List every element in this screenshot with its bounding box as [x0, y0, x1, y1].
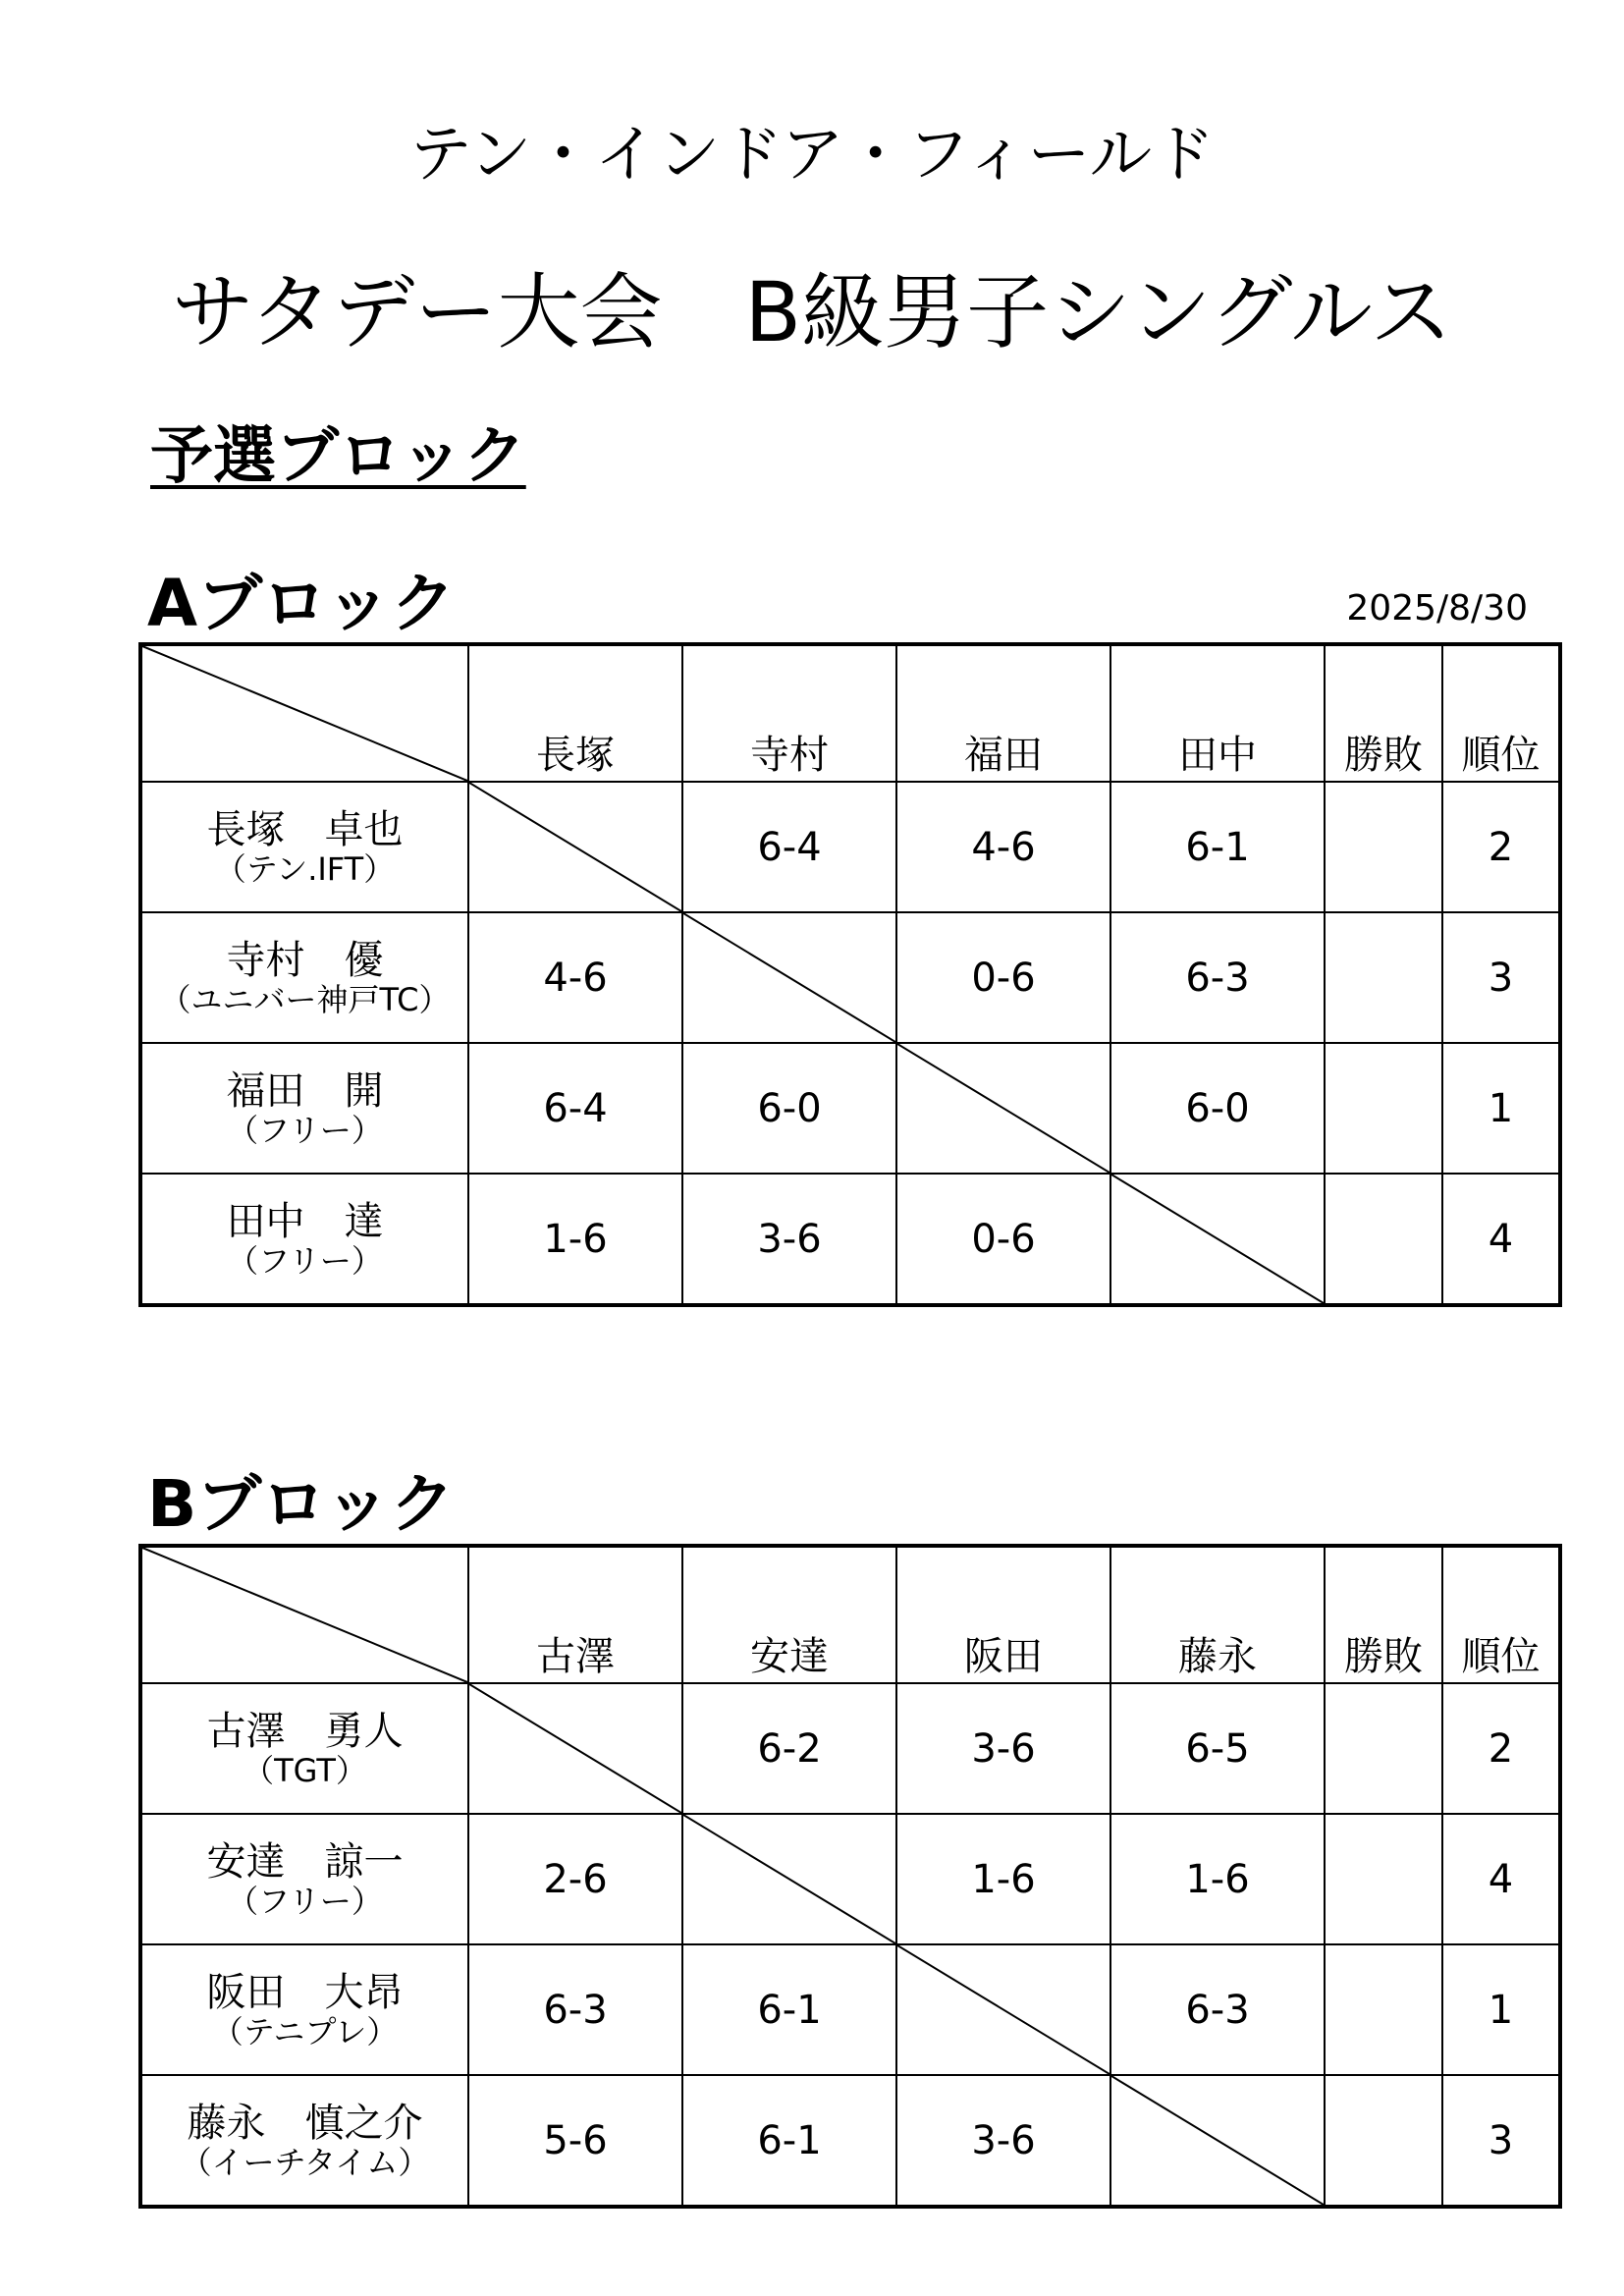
- column-header-rank: 順位: [1442, 644, 1560, 782]
- player-name: 田中 達: [226, 1198, 384, 1244]
- player-name: 福田 開: [226, 1067, 384, 1114]
- self-match-cell: [896, 1043, 1110, 1174]
- table-row: [140, 782, 1560, 912]
- column-header-opponent: 古澤: [468, 1546, 682, 1683]
- player-name: 阪田 大昂: [206, 1969, 404, 2015]
- block-a-results-table: [138, 642, 1562, 1307]
- match-score: 0-6: [896, 912, 1110, 1043]
- match-score: 1-6: [896, 1814, 1110, 1944]
- player-cell: [140, 1944, 468, 2075]
- block-b-title: Bブロック: [147, 1466, 455, 1542]
- player-cell: [140, 1814, 468, 1944]
- player-name: 安達 諒一: [206, 1838, 404, 1885]
- rank-cell: 1: [1442, 1944, 1560, 2075]
- column-header-opponent: 藤永: [1110, 1546, 1325, 1683]
- player-name: 長塚 卓也: [206, 806, 404, 852]
- record-cell: [1325, 1814, 1442, 1944]
- header-row: [140, 644, 1560, 782]
- player-club: （フリー）: [227, 1241, 383, 1280]
- record-cell: [1325, 1944, 1442, 2075]
- corner-cell: [140, 644, 468, 782]
- player-cell: [140, 2075, 468, 2207]
- venue-name: テン・インドア・フィールド: [408, 119, 1216, 191]
- match-score: 6-3: [1110, 912, 1325, 1043]
- match-score: 6-0: [682, 1043, 896, 1174]
- rank-cell: 2: [1442, 1683, 1560, 1814]
- record-cell: [1325, 1683, 1442, 1814]
- match-score: 6-4: [468, 1043, 682, 1174]
- self-match-cell: [682, 912, 896, 1043]
- match-score: 6-1: [682, 2075, 896, 2207]
- player-name: 寺村 優: [226, 937, 384, 983]
- player-club: （イーチタイム）: [180, 2143, 430, 2181]
- column-header-rank: 順位: [1442, 1546, 1560, 1683]
- match-score: 2-6: [468, 1814, 682, 1944]
- match-score: 1-6: [468, 1174, 682, 1305]
- self-match-cell: [896, 1944, 1110, 2075]
- rank-cell: 3: [1442, 912, 1560, 1043]
- match-score: 4-6: [468, 912, 682, 1043]
- column-header-opponent: 福田: [896, 644, 1110, 782]
- match-score: 6-1: [682, 1944, 896, 2075]
- player-cell: [140, 912, 468, 1043]
- table-row: [140, 1043, 1560, 1174]
- player-cell: [140, 1683, 468, 1814]
- self-match-cell: [682, 1814, 896, 1944]
- record-cell: [1325, 782, 1442, 912]
- match-score: 1-6: [1110, 1814, 1325, 1944]
- column-header-record: 勝敗: [1325, 1546, 1442, 1683]
- header-row: [140, 1546, 1560, 1683]
- self-match-cell: [468, 1683, 682, 1814]
- rank-cell: 4: [1442, 1814, 1560, 1944]
- table-row: [140, 1683, 1560, 1814]
- player-club: （テン.IFT）: [214, 849, 396, 888]
- player-club: （TGT）: [243, 1751, 367, 1789]
- table-row: [140, 912, 1560, 1043]
- rank-cell: 2: [1442, 782, 1560, 912]
- match-score: 3-6: [896, 1683, 1110, 1814]
- match-score: 5-6: [468, 2075, 682, 2207]
- column-header-opponent: 長塚: [468, 644, 682, 782]
- match-score: 6-4: [682, 782, 896, 912]
- match-score: 6-3: [1110, 1944, 1325, 2075]
- match-score: 3-6: [682, 1174, 896, 1305]
- match-score: 0-6: [896, 1174, 1110, 1305]
- column-header-opponent: 安達: [682, 1546, 896, 1683]
- section-heading: 予選ブロック: [150, 420, 526, 493]
- match-score: 6-0: [1110, 1043, 1325, 1174]
- event-date: 2025/8/30: [1346, 588, 1528, 629]
- player-club: （ユニバー神戸TC）: [159, 980, 451, 1018]
- player-name: 古澤 勇人: [206, 1708, 404, 1754]
- table-row: [140, 1174, 1560, 1305]
- table-row: [140, 2075, 1560, 2207]
- record-cell: [1325, 1043, 1442, 1174]
- player-club: （フリー）: [227, 1111, 383, 1149]
- table-row: [140, 1814, 1560, 1944]
- match-score: 6-2: [682, 1683, 896, 1814]
- column-header-opponent: 田中: [1110, 644, 1325, 782]
- column-header-record: 勝敗: [1325, 644, 1442, 782]
- block-a-title: Aブロック: [147, 566, 456, 641]
- column-header-opponent: 寺村: [682, 644, 896, 782]
- match-score: 4-6: [896, 782, 1110, 912]
- self-match-cell: [1110, 2075, 1325, 2207]
- rank-cell: 3: [1442, 2075, 1560, 2207]
- player-cell: [140, 1174, 468, 1305]
- self-match-cell: [1110, 1174, 1325, 1305]
- tournament-title: サタデー大会 B級男子シングルス: [171, 264, 1453, 360]
- column-header-opponent: 阪田: [896, 1546, 1110, 1683]
- corner-cell: [140, 1546, 468, 1683]
- player-cell: [140, 782, 468, 912]
- player-name: 藤永 慎之介: [187, 2100, 423, 2146]
- record-cell: [1325, 1174, 1442, 1305]
- record-cell: [1325, 2075, 1442, 2207]
- player-cell: [140, 1043, 468, 1174]
- player-club: （テニプレ）: [211, 2012, 399, 2050]
- rank-cell: 1: [1442, 1043, 1560, 1174]
- match-score: 6-3: [468, 1944, 682, 2075]
- record-cell: [1325, 912, 1442, 1043]
- player-club: （フリー）: [227, 1882, 383, 1920]
- match-score: 3-6: [896, 2075, 1110, 2207]
- self-match-cell: [468, 782, 682, 912]
- block-b-results-table: [138, 1544, 1562, 2209]
- rank-cell: 4: [1442, 1174, 1560, 1305]
- match-score: 6-1: [1110, 782, 1325, 912]
- match-score: 6-5: [1110, 1683, 1325, 1814]
- table-row: [140, 1944, 1560, 2075]
